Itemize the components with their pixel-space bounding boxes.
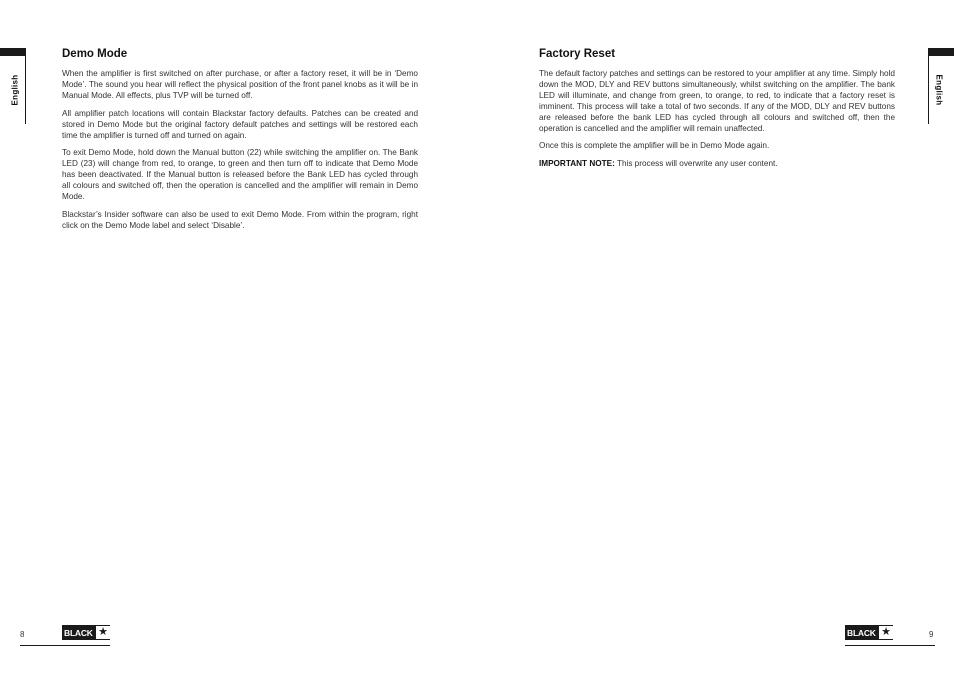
logo-text: BLACK (64, 627, 93, 638)
section-heading: Factory Reset (539, 48, 616, 60)
star-icon: ★ (879, 626, 893, 639)
paragraph: The default factory patches and settings can be restored to your amplifier at any time. Simply hold down the MOD, DLY and REV buttons simultaneously, whilst switching on the amplifier. The bank LED will illuminate, and change from green, to orange, to red, to indicate that a factory reset is imminent. This process will take a total of two seconds. If any of the MOD, DLY and REV buttons are released before the bank LED has cycled through all colours and switched off, then the operation is cancelled and the amplifier will remain unaffected. (539, 69, 895, 133)
factory-reset-section (539, 48, 895, 177)
language-tab-label: English (10, 74, 20, 106)
language-tab-line (25, 56, 26, 124)
language-tab-label: English (934, 74, 944, 106)
demo-mode-section (62, 48, 418, 239)
important-note (539, 159, 895, 170)
paragraph: Once this is complete the amplifier will be in Demo Mode again. (539, 141, 770, 151)
footer-rule (845, 645, 935, 646)
language-tab-bar (0, 48, 26, 56)
important-note-text: This process will overwrite any user content. (614, 159, 778, 169)
logo-text: BLACK (847, 627, 876, 638)
right-page (477, 0, 954, 677)
language-tab-line (928, 56, 929, 124)
page-number: 8 (20, 630, 25, 639)
brand-logo (62, 625, 110, 640)
brand-logo (845, 625, 893, 640)
star-icon: ★ (96, 626, 110, 639)
paragraph: All amplifier patch locations will contain Blackstar factory defaults. Patches can be created and stored in Demo Mode but the original factory default patches and settings will be restored each time the amplifier is turned off and turned on again. (62, 108, 418, 140)
paragraph: When the amplifier is first switched on after purchase, or after a factory reset, it will be in ‘Demo Mode’. The sound you hear will reflect the physical position of the front panel knobs as it will be in Manual Mode. All effects, plus TVP will be turned off. (62, 69, 418, 100)
page-number: 9 (929, 630, 934, 639)
footer-rule (20, 645, 110, 646)
section-heading: Demo Mode (62, 48, 128, 60)
paragraph: To exit Demo Mode, hold down the Manual button (22) while switching the amplifier on. The Bank LED (23) will change from red, to orange, to green and then turn off to indicate that Demo Mode has been deactivated. If the Manual button is released before the Bank LED has cycled through all colours and switched off, then the operation is cancelled and the amplifier will remain in Demo Mode. (62, 148, 418, 202)
important-note-label: IMPORTANT NOTE: (539, 159, 615, 169)
language-tab-bar (928, 48, 954, 56)
paragraph: Blackstar’s Insider software can also be used to exit Demo Mode. From within the program, right click on the Demo Mode label and select ‘Disable’. (62, 209, 418, 230)
